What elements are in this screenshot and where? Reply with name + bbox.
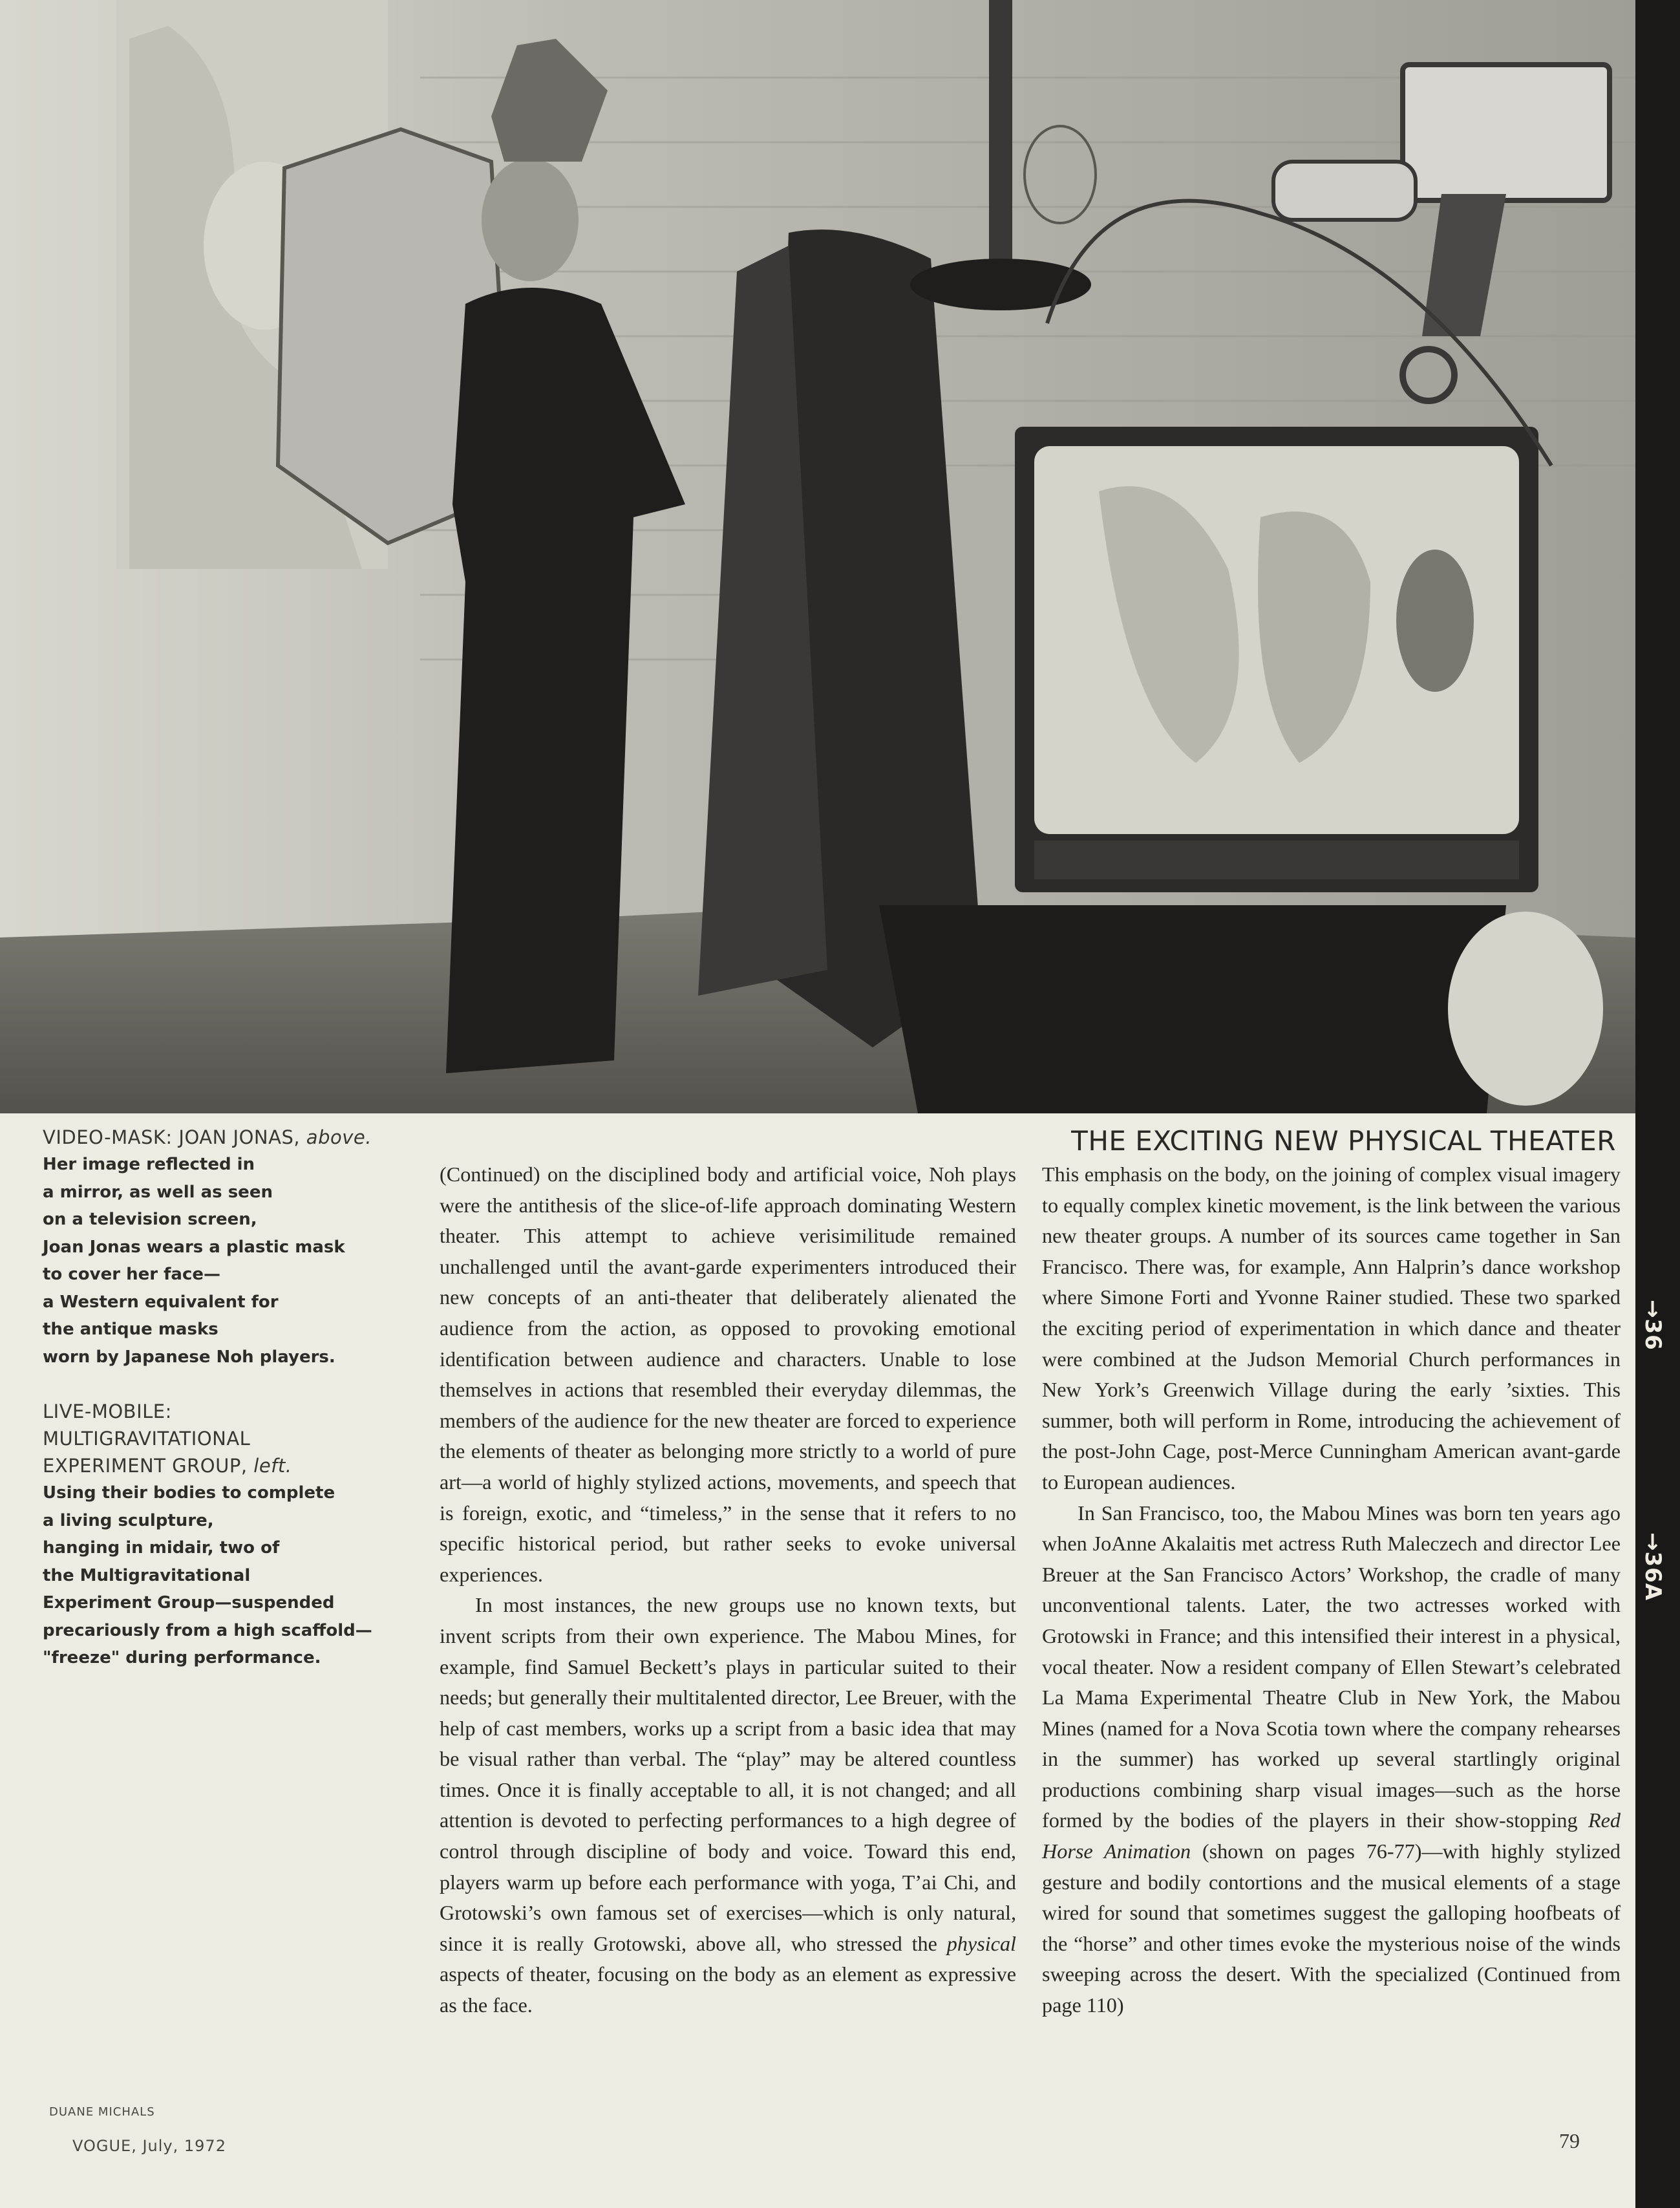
caption-heading (43, 1452, 405, 1479)
paragraph-text: (shown on pages 76-77)—with highly stylized gesture and bodily contortions and the musical elements of a stage wired for sound that sometimes suggest the galloping hoofbeats of the “horse” and other times evoke the mysterious noise of the winds sweeping across the desert. With the specialized (Continued from page 110) (1042, 1839, 1621, 2017)
caption-line: a Western equivalent for (43, 1292, 279, 1312)
spine-label-36: →36 (1640, 1300, 1666, 1351)
photograph (0, 0, 1635, 1113)
caption-body (43, 1479, 405, 1672)
caption-line: Her image reflected in (43, 1155, 255, 1174)
spine-label-36a: →36A (1640, 1532, 1666, 1602)
caption-heading (43, 1124, 405, 1151)
page-number: 79 (1559, 2129, 1580, 2152)
caption-heading: LIVE-MOBILE: (43, 1400, 172, 1422)
article-column-1 (440, 1159, 1016, 2021)
article-title: THE EXCITING NEW PHYSICAL THEATER (1071, 1125, 1616, 1157)
paragraph-text: In most instances, the new groups use no known texts, but invent scripts from their own experience. The Mabou Mines, for example, find Samuel Beckett’s plays in particular suited to their needs; but generally their multitalented director, Lee Breuer, with the help of cast members, works up a script from a basic idea that may be visual rather than verbal. The “play” may be altered countless times. Once it is finally acceptable to all, it is not changed; and all attention is devoted to perfecting performances to a high degree of control through discipline of body and voice. Toward this end, players warm up before each performance with yoga, T’ai Chi, and Grotowski’s own famous set of exercises—which is only natural, since it is really Grotowski, above all, who stressed the (440, 1593, 1016, 1955)
paragraph-text: In San Francisco, too, the Mabou Mines was born ten years ago when JoAnne Akalaitis met actress Ruth Maleczech and director Lee Breuer at the San Francisco Actors’ Workshop, the cradle of many unconventional talents. Later, the two actresses worked with Grotowski in France; and this intensified their interest in a physical, vocal theater. Now a resident company of Ellen Stewart’s celebrated La Mama Experimental Theatre Club in New York, the Mabou Mines (named for a Nova Scotia town where the company rehearses in the summer) has worked up several startlingly original productions combining sharp visual images—such as the horse formed by the bodies of the players in their show-stopping (1042, 1501, 1621, 1832)
paragraph: (Continued) on the disciplined body and artificial voice, Noh plays were the antithesis of the slice-of-life approach dominating Western theater. This attempt to achieve verisimilitude remained unchallenged until the avant-garde experimenters introduced their new concepts of an anti-theater that deliberately alienated the audience from the action, as opposed to provoking emotional identification between audience and characters. Unable to lose themselves in actions that resembled their everyday dilemmas, the members of the audience for the new theater are forced to experience the elements of theater as belonging more strictly to a world of pure art—a world of highly stylized actions, movements, and speech that is foreign, exotic, and “timeless,” in the sense that it refers to no specific historical period, but rather seeks to evoke universal experiences. (440, 1163, 1016, 1586)
caption-line: hanging in midair, two of (43, 1538, 280, 1558)
caption-line: precariously from a high scaffold— (43, 1620, 372, 1640)
caption-video-mask (43, 1124, 405, 1371)
caption-line: Joan Jonas wears a plastic mask (43, 1237, 345, 1257)
caption-heading: MULTIGRAVITATIONAL (43, 1428, 251, 1450)
emphasis-text: Red Horse Animation (1042, 1808, 1621, 1863)
caption-body (43, 1151, 405, 1371)
paragraph-text: aspects of theater, focusing on the body as an element as expressive as the face. (440, 1962, 1016, 2017)
magazine-folio: VOGUE, July, 1972 (72, 2137, 226, 2155)
caption-heading-italic: left. (247, 1455, 292, 1477)
paragraph (1042, 1498, 1621, 2021)
caption-line: a mirror, as well as seen (43, 1182, 273, 1202)
page-edge-strip (1635, 0, 1680, 2208)
caption-line: the antique masks (43, 1320, 218, 1339)
caption-line: on a television screen, (43, 1210, 257, 1229)
article-column-2 (1042, 1159, 1621, 2021)
caption-heading-caps: VIDEO-MASK: JOAN JONAS, (43, 1126, 301, 1148)
paragraph (440, 1590, 1016, 2020)
caption-line: to cover her face— (43, 1265, 220, 1284)
caption-live-mobile (43, 1398, 405, 1672)
photo-credit: DUANE MICHALS (49, 2105, 155, 2119)
caption-line: Using their bodies to complete (43, 1483, 335, 1503)
photograph-icon (0, 0, 1635, 1113)
caption-line: a living sculpture, (43, 1510, 214, 1530)
caption-line: the Multigravitational (43, 1565, 251, 1585)
caption-line: worn by Japanese Noh players. (43, 1347, 335, 1367)
caption-heading-italic: above. (300, 1126, 372, 1148)
paragraph: This emphasis on the body, on the joining of complex visual imagery to equally complex kinetic movement, is the link between the various new theater groups. A number of its sources came together in San Francisco. There was, for example, Ann Halprin’s dance workshop where Simone Forti and Yvonne Rainer studied. These two sparked the exciting period of experimentation in which dance and theater were combined at the Judson Memorial Church performances in New York’s Greenwich Village during the early ’sixties. This summer, both will perform in Rome, introducing the achievement of the post-John Cage, post-Merce Cunningham American avant-garde to European audiences. (1042, 1163, 1621, 1494)
emphasis-text: physical (946, 1931, 1016, 1955)
caption-line: "freeze" during performance. (43, 1648, 321, 1667)
caption-line: Experiment Group—suspended (43, 1593, 335, 1613)
caption-heading-caps: EXPERIMENT GROUP, (43, 1455, 248, 1477)
